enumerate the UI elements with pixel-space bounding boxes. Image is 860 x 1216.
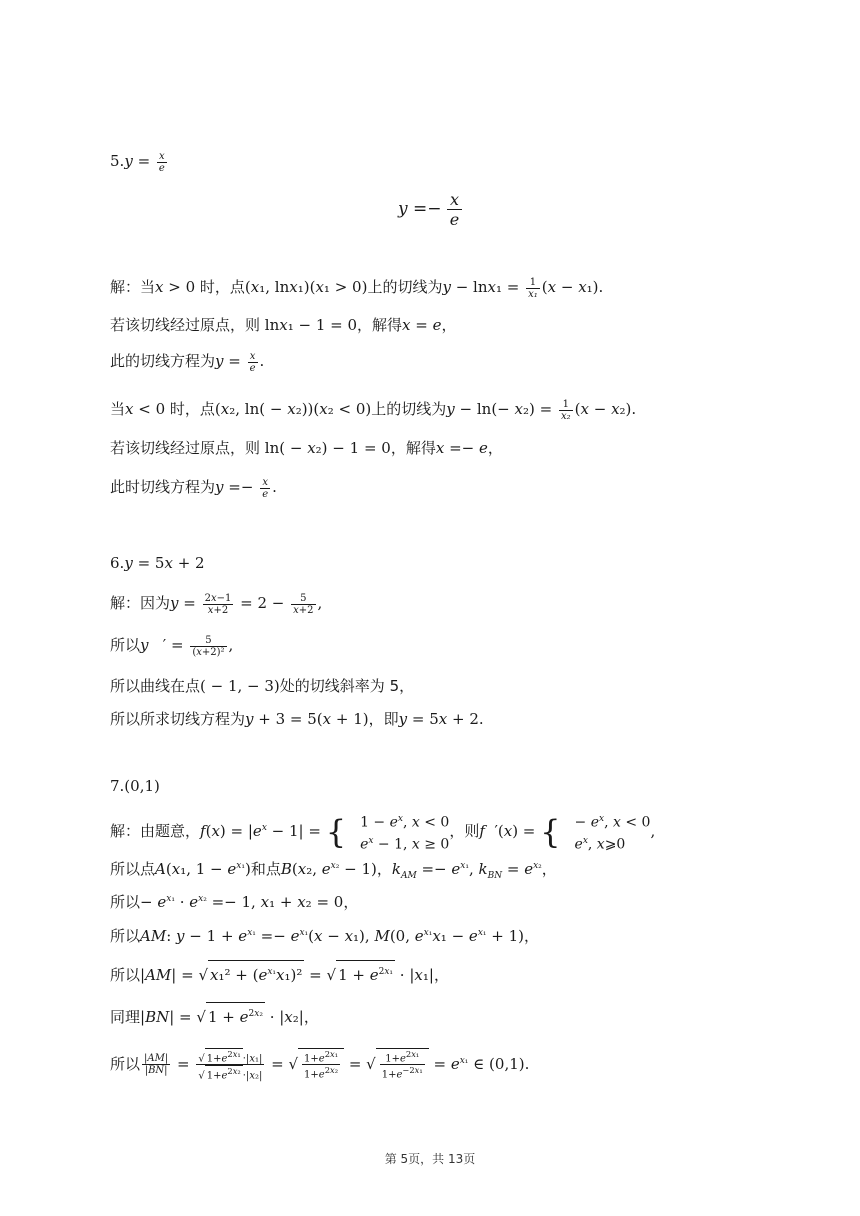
q5-title: 5.y = $\frac{x}{e}$ <box>110 150 165 174</box>
q6-line1: 解：因为y = $\frac{2x-1}{x+2}$ = 2 − $\frac{5}{x+2}$ , <box>110 592 323 616</box>
q7-line2: 所以点A(x₁, $1 - e^{x_1}$)和点B(x₂, $e^{x_2} - 1$)，$k_{AM} =- e^{x_1}$, $k_{BN} = e^{x_2}$， <box>110 860 557 881</box>
q7-line4: 所以AM: $y - 1 + e^{x_1} =- e^{x_1}(x - x_1)$, M(0, $e^{x_1}x_1 - e^{x_1} + 1$)， <box>110 927 540 945</box>
q5-line3: 此的切线方程为y = $\frac{x}{e}$ . <box>110 350 265 374</box>
q7-line7: 所以 $\frac{|AM|}{|BN|}$ = $\frac{√ 1+e^{2x_1} \cdot|x_1|}{√ 1+e^{2x_2} \cdot|x_2|}$ = √ $\frac{1+e^{2x_1}}{1+e^{2x_2}}$ = √ $\frac{1+e^{2x_1}}{1+e^{-2x_1}}$ = $e^{x_1}$ ∈ (0,1). <box>110 1049 530 1082</box>
q6-line4: 所以所求切线方程为y + 3 = 5(x + 1)，即y = 5x + 2. <box>110 710 484 728</box>
q5-center-equation: y =− $\frac{x}{e}$ <box>0 190 860 229</box>
q5-line4: 当x < 0 时，点(x₂, ln( − x₂))(x₂ < 0)上的切线为y − ln(− x₂) = $\frac{1}{\text{x₂}}$ (x − x₂). <box>110 398 637 422</box>
q7-line1: 解：由题意，$f(x) = |e^x - 1|$ = { $1 - e^x$, x < 0 $e^x - 1$, x ≥ 0 ，则f ′(x) = { − $e^x$, x < 0 $e^x$, x⩾0 , <box>110 813 656 853</box>
q5-line6: 此时切线方程为y =− $\frac{x}{e}$ . <box>110 476 277 500</box>
q5-line2: 若该切线经过原点，则 lnx₁ − 1 = 0，解得x = e， <box>110 316 457 334</box>
q7-line3: 所以− $e^{x_1} \cdot e^{x_2} =- 1$, x₁ + x₂ = 0， <box>110 893 359 911</box>
q6-line2: 所以y ′ = $\frac{5}{\text{(x+2)²}}$ , <box>110 634 234 658</box>
q7-title: 7.(0,1) <box>110 777 160 795</box>
page-footer: 第 5页，共 13页 <box>384 1152 476 1166</box>
q6-title: 6.y = 5x + 2 <box>110 554 205 572</box>
q5-line1: 解：当x > 0 时，点(x₁, lnx₁)(x₁ > 0)上的切线为y − lnx₁ = $\frac{1}{\text{x₁}}$ (x − x₁). <box>110 276 604 300</box>
q6-line3: 所以曲线在点( − 1, − 3)处的切线斜率为 5， <box>110 677 415 695</box>
q7-line6: 同理|BN| = √ $1 + e^{2x_2} \cdot |x_2|$， <box>110 1002 319 1028</box>
q7-line5: 所以|AM| = √ $x_1^2 + (e^{x_1}x_1)^2$ = √ $1 + e^{2x_1} \cdot |x_1|$， <box>110 960 449 986</box>
q5-line5: 若该切线经过原点，则 ln( − x₂) − 1 = 0，解得x =− e， <box>110 439 503 457</box>
